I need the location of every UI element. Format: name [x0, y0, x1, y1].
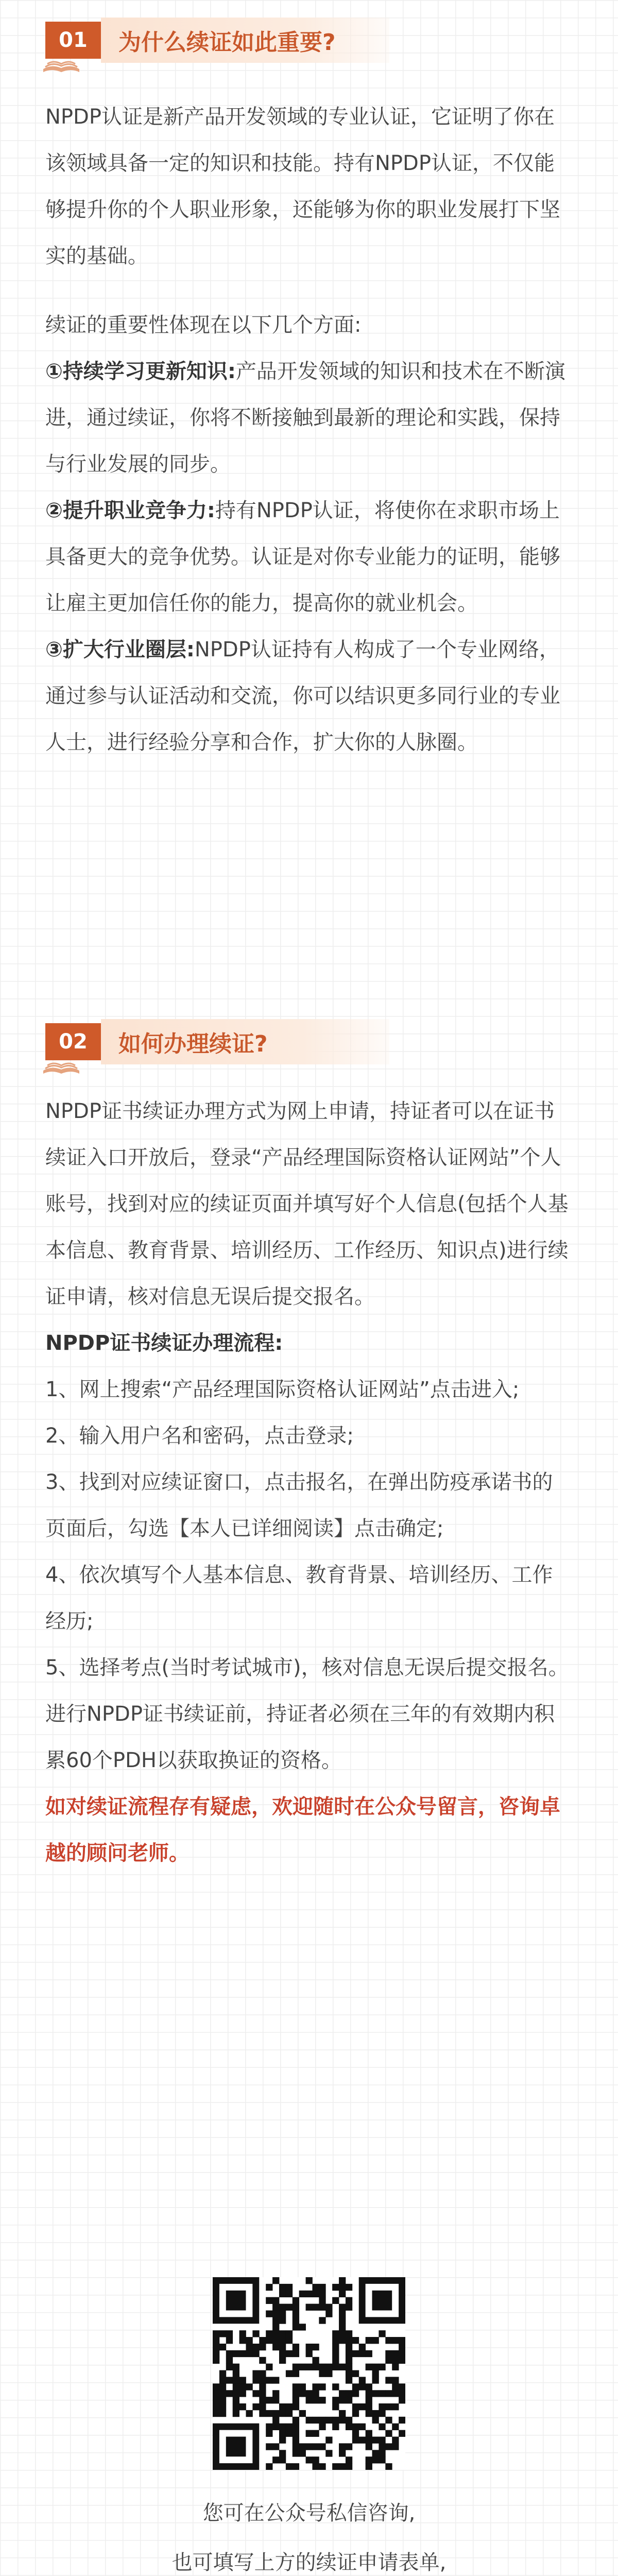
section-1-number: 01 — [59, 28, 88, 52]
point-3-label: ③扩大行业圈层: — [45, 638, 195, 662]
section-1-body — [45, 94, 573, 766]
point-3 — [45, 626, 573, 766]
step-4: 4、依次填写个人基本信息、教育背景、培训经历、工作经历; — [45, 1563, 553, 1633]
section-2-header — [45, 1019, 389, 1064]
step-3: 3、找到对应续证窗口，点击报名，在弹出防疫承诺书的页面后，勾选【本人已详细阅读】点击确定; — [45, 1470, 553, 1540]
point-2-label: ②提升职业竞争力: — [45, 499, 215, 522]
section-1-lead: 续证的重要性体现在以下几个方面: — [45, 313, 362, 337]
pdh-note: 进行NPDP证书续证前，持证者必须在三年的有效期内积累60个PDH以获取换证的资格。 — [45, 1702, 555, 1772]
footer-line-2: 也可填写上方的续证申请表单, — [171, 2551, 447, 2574]
section-2-number: 02 — [59, 1030, 88, 1054]
section-2-title: 如何办理续证? — [101, 1019, 389, 1064]
process-title: NPDP证书续证办理流程: — [45, 1331, 283, 1355]
step-1: 1、网上搜索“产品经理国际资格认证网站”点击进入; — [45, 1378, 520, 1401]
section-2-intro: NPDP证书续证办理方式为网上申请，持证者可以在证书续证入口开放后，登录“产品经理国际资格认证网站”个人账号，找到对应的续证页面并填写好个人信息(包括个人基本信息、教育背景、培训经历、工作经历、知识点)进行续证申请，核对信息无误后提交报名。 — [45, 1099, 569, 1309]
point-2-text: 持有NPDP认证，将使你在求职市场上具备更大的竞争优势。认证是对你专业能力的证明，能够让雇主更加信任你的能力，提高你的就业机会。 — [45, 499, 560, 615]
qr-code — [213, 2277, 405, 2470]
open-book-icon — [41, 48, 81, 74]
section-1-number-badge — [45, 22, 101, 59]
point-3-text: NPDP认证持有人构成了一个专业网络，通过参与认证活动和交流，你可以结识更多同行业的专业人士，进行经验分享和合作，扩大你的人脉圈。 — [45, 638, 560, 754]
section-1-header — [45, 18, 389, 63]
section-2-number-badge — [45, 1023, 101, 1060]
section-2-body — [45, 1088, 573, 1876]
section-1-intro: NPDP认证是新产品开发领域的专业认证，它证明了你在该领域具备一定的知识和技能。持有NPDP认证，不仅能够提升你的个人职业形象，还能够为你的职业发展打下坚实的基础。 — [45, 105, 560, 268]
footer-line-1: 您可在公众号私信咨询, — [202, 2501, 416, 2525]
step-2: 2、输入用户名和密码，点击登录; — [45, 1424, 354, 1448]
open-book-icon — [41, 1050, 81, 1076]
step-5: 5、选择考点(当时考试城市)，核对信息无误后提交报名。 — [45, 1656, 569, 1680]
contact-highlight: 如对续证流程存有疑虑，欢迎随时在公众号留言，咨询卓越的顾问老师。 — [45, 1795, 560, 1865]
point-2 — [45, 487, 573, 626]
qr-code-image — [213, 2277, 405, 2470]
point-1-label: ①持续学习更新知识: — [45, 360, 236, 383]
footer-message — [0, 2488, 618, 2576]
point-1-text: 产品开发领域的知识和技术在不断演进，通过续证，你将不断接触到最新的理论和实践，保持与行业发展的同步。 — [45, 360, 565, 476]
point-1 — [45, 348, 573, 487]
section-1-title: 为什么续证如此重要? — [101, 18, 389, 63]
